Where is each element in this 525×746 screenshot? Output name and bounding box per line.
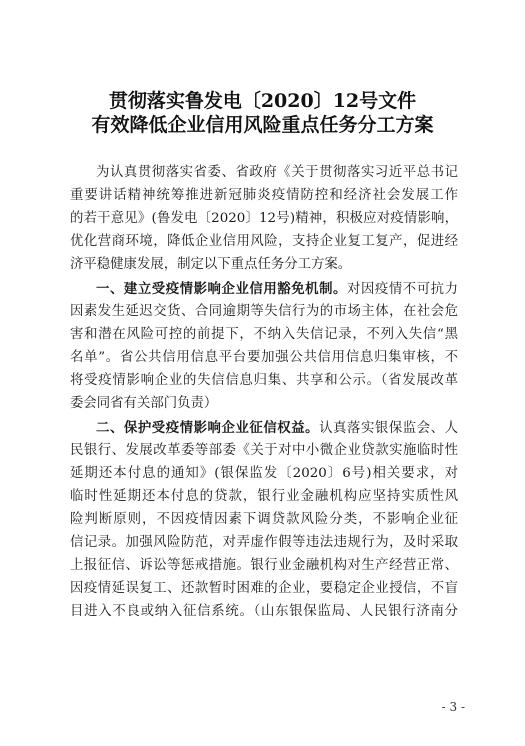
document-title-line-2: 有效降低企业信用风险重点任务分工方案 <box>91 114 434 136</box>
paragraph-line: 优化营商环境，降低企业信用风险，支持企业复工复产，促进经 <box>70 234 458 249</box>
paragraph-line: 委会同省有关部门负责） <box>70 396 218 411</box>
paragraph-line: 为认真贯彻落实省委、省政府《关于贯彻落实习近平总书记 <box>96 165 458 180</box>
paragraph-line: 名单”。省公共信用信息平台要加强公共信用信息归集审核，不 <box>70 350 458 365</box>
paragraph-line: 上报征信、诉讼等惩戒措施。银行业金融机构对生产经营正常、 <box>70 558 458 573</box>
paragraph-line: 延期还本付息的通知》(银保监发〔2020〕6号)相关要求，对 <box>70 466 458 481</box>
section-1-first-line <box>96 279 458 300</box>
paragraph-line: 因素发生延迟交货、合同逾期等失信行为的市场主体，在社会危 <box>70 304 458 319</box>
paragraph-line: 济平稳健康发展，制定以下重点任务分工方案。 <box>70 257 352 272</box>
section-2-first-line <box>96 418 458 439</box>
paragraph-line: 重要讲话精神统筹推进新冠肺炎疫情防控和经济社会发展工作 <box>70 188 458 203</box>
paragraph-line: 信记录。加强风险防范，对弄虚作假等违法违规行为，及时采取 <box>70 535 458 550</box>
paragraph-line: 的若干意见》(鲁发电〔2020〕12号)精神，积极应对疫情影响， <box>70 211 458 226</box>
section-2-heading: 二、保护受疫情影响企业征信权益。 <box>96 420 320 436</box>
section-1-heading: 一、建立受疫情影响企业信用豁免机制。 <box>96 281 347 297</box>
paragraph-line: 民银行、发展改革委等部委《关于对中小微企业贷款实施临时性 <box>70 443 458 458</box>
section-2-text: 认真落实银保监会、人 <box>319 421 458 436</box>
paragraph-line: 害和潜在风险可控的前提下，不纳入失信记录，不列入失信“黑 <box>70 327 458 342</box>
paragraph-line: 目进入不良或纳入征信系统。（山东银保监局、人民银行济南分 <box>70 604 458 619</box>
section-1-text: 对因疫情不可抗力 <box>347 282 458 297</box>
document-title-line-1: 贯彻落实鲁发电〔2020〕12号文件 <box>108 90 417 112</box>
page-number: - 3 - <box>441 700 465 714</box>
paragraph-line: 险判断原则，不因疫情因素下调贷款风险分类，不影响企业征 <box>70 512 458 527</box>
paragraph-line: 将受疫情影响企业的失信信息归集、共享和公示。（省发展改革 <box>70 373 458 388</box>
paragraph-line: 因疫情延误复工、还款暂时困难的企业，要稳定企业授信，不盲 <box>70 581 458 596</box>
paragraph-line: 临时性延期还本付息的贷款，银行业金融机构应坚持实质性风 <box>70 489 458 504</box>
